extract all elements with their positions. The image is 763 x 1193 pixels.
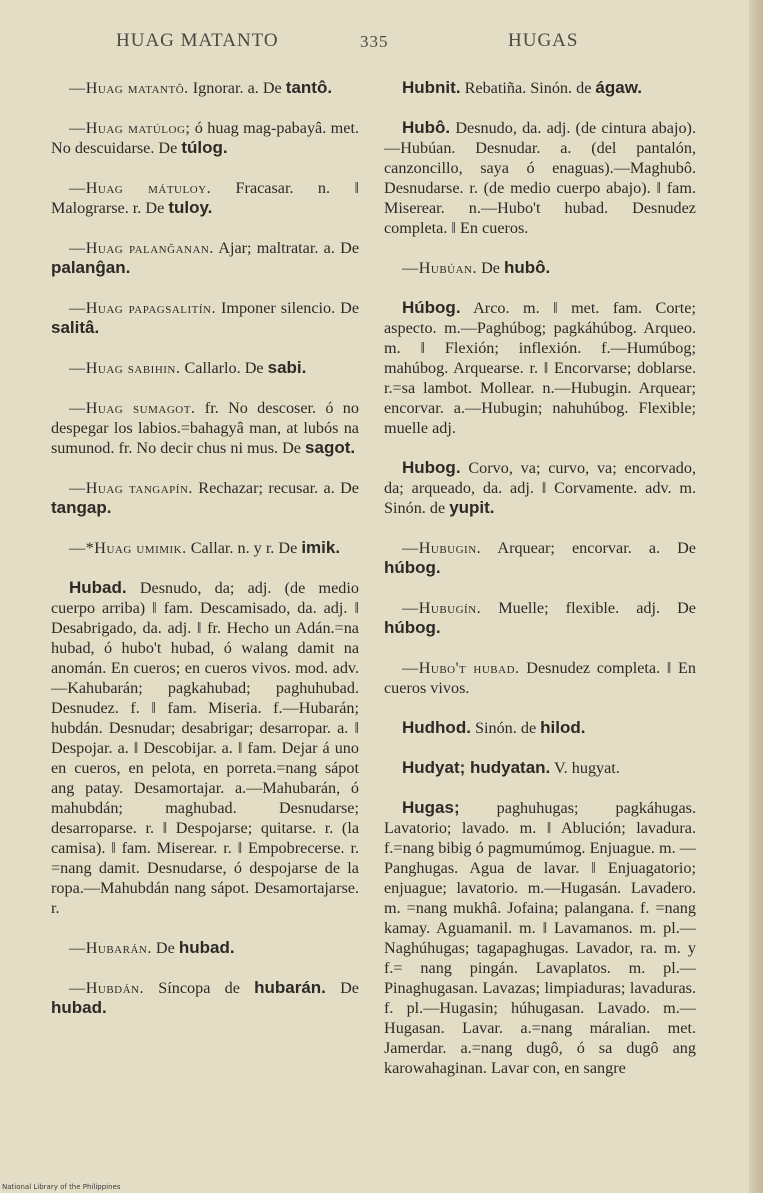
dictionary-entry: Hubog. Corvo, va; curvo, va; encorvado, da; arqueado, da. adj. ‖ Corvamente. adv. m. Sinón. de yupit.	[384, 458, 696, 517]
header-right-guide-word: HUGAS	[508, 30, 579, 51]
left-column	[51, 78, 359, 1038]
dictionary-entry: —Huag papagsalitín. Imponer silencio. De salitâ.	[51, 299, 359, 337]
dictionary-entry: —Huag sabihin. Callarlo. De sabi.	[69, 358, 307, 377]
dictionary-entry-hugas: Hugas; paghuhugas; pagkáhugas. Lavatorio; lavado. m. ‖ Ablución; lavadura. f.=nang bibig ó pagmumúmog. Enjuague. m. — Panghugas. Agua de lavar. ‖ Enjuagatorio; enjuague; lavatorio. m.—Hugasán. Lavadero. m. =nang mukhâ. Jofaina; palangana. f. =nang kamay. Aguamanil. m. ‖ Lavamanos. m. pl.—Naghúhugas; tagapaghugas. Lavador, ra. m. y f.= nang pingán. Lavaplatos. m. pl.— Pinaghugasan. Lavazas; limpiaduras; lavaduras. f. pl.—Hugasin; húhugasan. Lavado. m.—Hugasan. Lavar. a.=nang máralian. met. Jamerdar. a.=nang dugô, ó sa dugô ang karowahaginan. Lavar con, en sangre	[384, 798, 696, 1077]
dictionary-entry: Hudhod. Sinón. de hilod.	[402, 718, 586, 737]
header-left-guide-word: HUAG MATANTO	[116, 30, 279, 51]
dictionary-entry: —Huag palanĝanan. Ajar; maltratar. a. De palanĝan.	[51, 239, 360, 277]
right-column	[384, 78, 696, 1098]
dictionary-entry: Hubnit. Rebatiña. Sinón. de ágaw.	[402, 78, 643, 97]
library-footer: National Library of the Philippines	[2, 1183, 121, 1191]
dictionary-entry-hubad: Hubad. Desnudo, da; adj. (de medio cuerpo arriba) ‖ fam. Descamisado, da. adj. ‖ Desabrigado, da. adj. ‖ fr. Hecho un Adán.=na hubad, ó hubo't hubad, ó walang damit na anomán. En cueros; en cueros vivos. mod. adv.—Kahubarán; pagkahubad; paghuhubad. Desnudez. f. ‖ fam. Miseria. f.—Hubarán; hubdán. Desnudar; desabrigar; desarropar. a. ‖ Despojar. a. ‖ Descobijar. a. ‖ fam. Dejar á uno en cueros, en pelota, en porreta.=nang sápot ang patay. Desamortajar. a.—Mahubarán, ó mahubdán; maghubad. Desnudarse; desarroparse. r. ‖ Despojarse; quitarse. r. (la camisa). ‖ fam. Miserear. r. ‖ Empobrecerse. r. =nang damit. Desnudarse, ó despojarse de la ropa.—Mahubdán nang sápot. Desamortajarse. r.	[51, 578, 359, 917]
dictionary-entry: —Hubo't hubad. Desnudez completa. ‖ En cueros vivos.	[384, 659, 696, 697]
dictionary-entry: —*Huag umimik. Callar. n. y r. De imik.	[69, 538, 341, 557]
dictionary-entry: —Hubúan. De hubô.	[402, 258, 551, 277]
dictionary-entry: —Huag sumagot. fr. No descoser. ó no despegar los labios.=bahagyâ man, at lubós na sumunod. fr. No decir chus ni mus. De sagot.	[51, 399, 359, 457]
dictionary-entry: —Hubdán. Síncopa de hubarán. De hubad.	[51, 978, 359, 1017]
dictionary-entry: —Hubarán. De hubad.	[69, 938, 235, 957]
dictionary-entry: —Huag tangapín. Rechazar; recusar. a. De tangap.	[51, 479, 359, 517]
running-header	[0, 30, 763, 58]
dictionary-entry: Hudyat; hudyatan. V. hugyat.	[402, 758, 620, 777]
dictionary-entry: Húbog. Arco. m. ‖ met. fam. Corte; aspecto. m.—Paghúbog; pagkáhúbog. Arqueo. m. ‖ Flexión; inflexión. f.—Humúbog; mahúbog. Arquearse. r. ‖ Encorvarse; doblarse. r.=sa lambot. Mollear. n.—Hubugin. Arquear; encorvar. a.—Hubugin; nahuhúbog. Flexible; muelle adj.	[384, 298, 696, 437]
dictionary-entry: —Huag mátuloy. Fracasar. n. ‖ Malograrse. r. De tuloy.	[51, 179, 359, 217]
dictionary-entry: —Huag matúlog; ó huag mag-pabayâ. met. No descuidarse. De túlog.	[51, 119, 360, 157]
dictionary-entry: —Hubugín. Muelle; flexible. adj. De húbog.	[384, 599, 696, 637]
page-number: 335	[360, 32, 389, 51]
dictionary-entry: —Huag matantô. Ignorar. a. De tantô.	[69, 78, 333, 97]
dictionary-entry: Hubô. Desnudo, da. adj. (de cintura abajo).—Hubúan. Desnudar. a. (del pantalón, canzoncillo, saya ó enaguas).—Maghubô. Desnudarse. r. (de medio cuerpo abajo). ‖ fam. Miserear. n.—Hubo't hubad. Desnudez completa. ‖ En cueros.	[384, 118, 696, 237]
dictionary-entry: —Hubugin. Arquear; encorvar. a. De húbog.	[384, 539, 696, 577]
page-edge-shadow	[749, 0, 763, 1193]
